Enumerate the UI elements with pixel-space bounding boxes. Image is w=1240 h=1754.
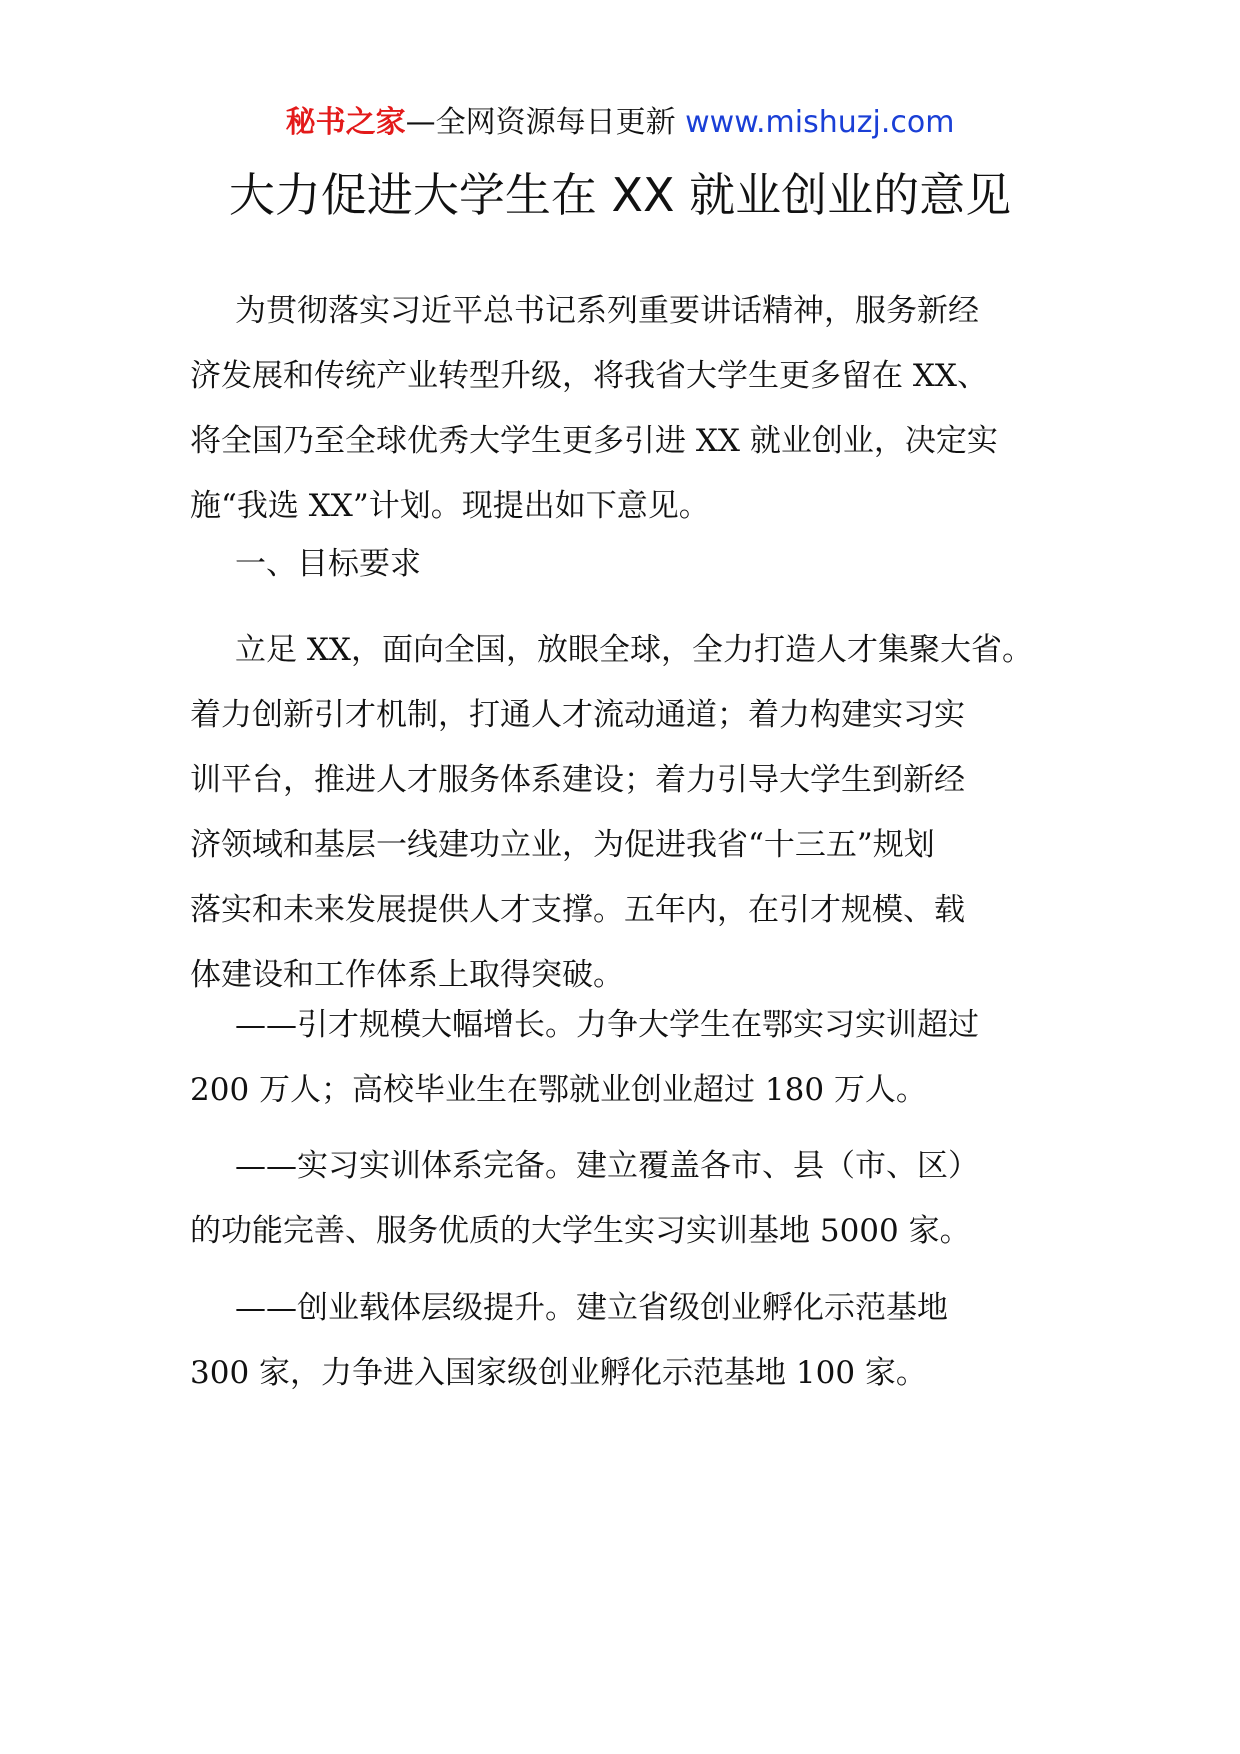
target-talent-scale — [190, 993, 1070, 1123]
section-heading-text: 一、目标要求 — [235, 546, 421, 582]
text-line: 300 家，力争进入国家级创业孵化示范基地 100 家。 — [190, 1355, 927, 1391]
text-line: ——实习实训体系完备。建立覆盖各市、县（市、区） — [235, 1148, 979, 1184]
target-incubation-bases — [190, 1276, 1070, 1406]
text-line: ——引才规模大幅增长。力争大学生在鄂实习实训超过 — [235, 1007, 979, 1043]
site-url-link[interactable]: www.mishuzj.com — [685, 105, 955, 140]
text-line: 落实和未来发展提供人才支撑。五年内，在引才规模、载 — [190, 892, 965, 928]
text-line: 立足 XX，面向全国，放眼全球，全力打造人才集聚大省。 — [235, 632, 1033, 668]
goals-paragraph — [190, 618, 1070, 1008]
site-header — [0, 103, 1240, 143]
text-line: 将全国乃至全球优秀大学生更多引进 XX 就业创业，决定实 — [190, 423, 998, 459]
text-line: ——创业载体层级提升。建立省级创业孵化示范基地 — [235, 1290, 948, 1326]
text-line: 的功能完善、服务优质的大学生实习实训基地 5000 家。 — [190, 1213, 971, 1249]
text-line: 着力创新引才机制，打通人才流动通道；着力构建实习实 — [190, 697, 965, 733]
intro-paragraph — [190, 279, 1070, 539]
text-line: 济领域和基层一线建功立业，为促进我省“十三五”规划 — [190, 827, 935, 863]
brand-name: 秘书之家 — [285, 105, 406, 140]
text-line: 体建设和工作体系上取得突破。 — [190, 957, 624, 993]
text-line: 济发展和传统产业转型升级，将我省大学生更多留在 XX、 — [190, 358, 988, 394]
text-line: 施“我选 XX”计划。现提出如下意见。 — [190, 488, 710, 524]
target-internship-system — [190, 1134, 1070, 1264]
text-line: 训平台，推进人才服务体系建设；着力引导大学生到新经 — [190, 762, 965, 798]
section-heading — [190, 532, 1070, 597]
site-tagline: —全网资源每日更新 — [405, 105, 676, 140]
document-title: 大力促进大学生在 XX 就业创业的意见 — [228, 168, 1012, 222]
text-line: 为贯彻落实习近平总书记系列重要讲话精神，服务新经 — [235, 293, 979, 329]
text-line: 200 万人；高校毕业生在鄂就业创业超过 180 万人。 — [190, 1072, 927, 1108]
